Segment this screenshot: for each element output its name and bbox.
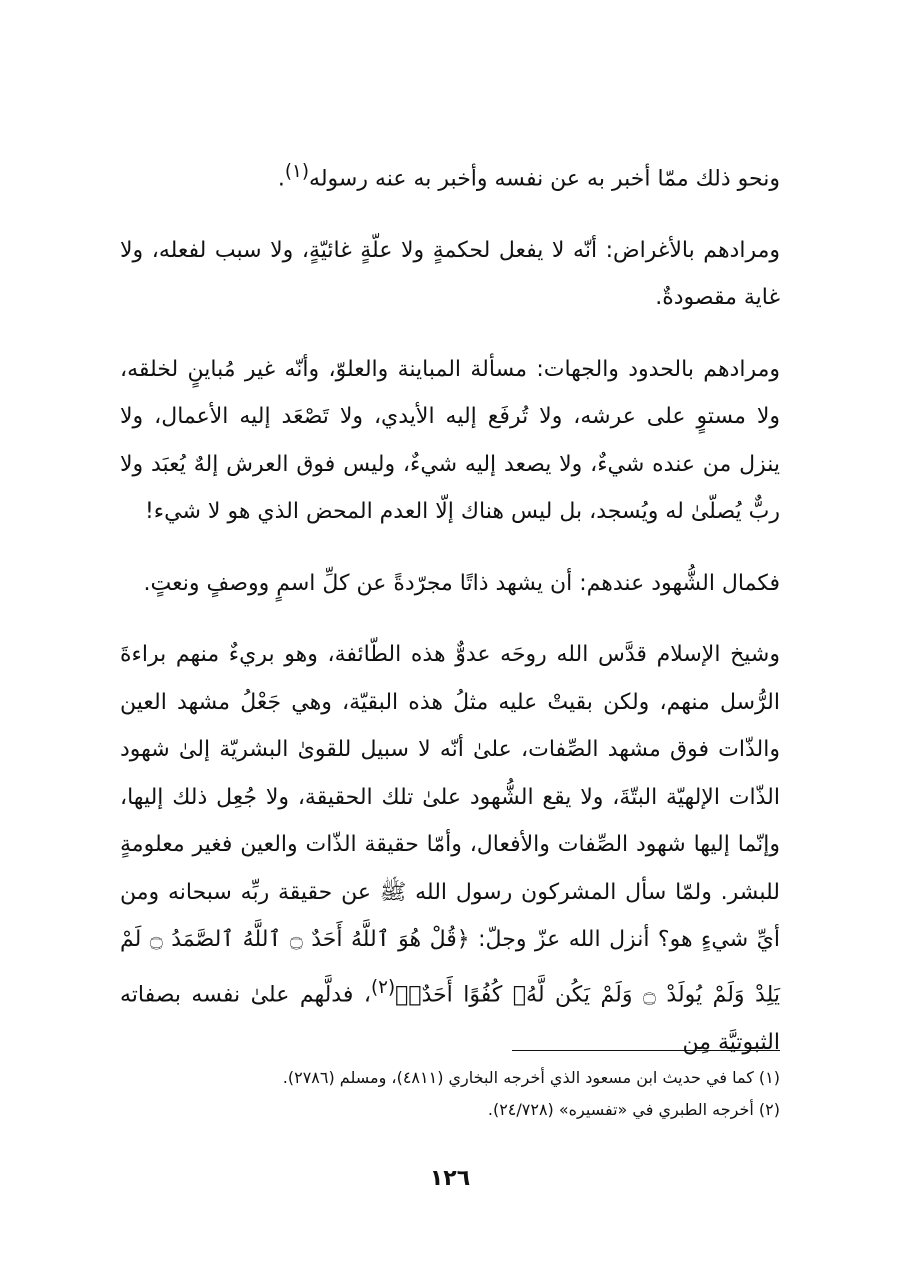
footnote-1 <box>120 1062 780 1094</box>
footnote-ref-1: (١) <box>284 161 310 182</box>
paragraph-text: ونحو ذلك ممّا أخبر به عن نفسه وأخبر به عنه رسوله <box>309 166 780 192</box>
paragraph-4 <box>120 560 780 608</box>
paragraph-tail: . <box>277 166 285 192</box>
paragraph-text: فكمال الشُّهود عندهم: أن يشهد ذاتًا مجرّدةً عن كلِّ اسمٍ ووصفٍ ونعتٍ. <box>143 570 780 596</box>
footnote-text: أخرجه الطبري في «تفسيره» (٢٤/٧٢٨). <box>487 1100 754 1119</box>
quran-verse: ﴿قُلْ هُوَ ٱللَّهُ أَحَدٌ ۝ ٱللَّهُ ٱلصَّمَدُ ۝ لَمْ يَلِدْ وَلَمْ يُولَدْ ۝ وَلَمْ يَكُن لَّهُۥ كُفُوًا أَحَدٌۢ﴾ <box>120 927 780 1008</box>
footnote-number: (٢) <box>758 1100 780 1119</box>
paragraph-5 <box>120 631 780 1066</box>
footnote-text: كما في حديث ابن مسعود الذي أخرجه البخاري (٤٨١١)، ومسلم (٢٧٨٦). <box>282 1068 754 1087</box>
paragraph-2 <box>120 227 780 322</box>
paragraph-text: وشيخ الإسلام قدَّس الله روحَه عدوٌّ هذه الطّائفة، وهو بريءٌ منهم براءةَ الرُّسل منهم، ولكن بقيتْ عليه مثلُ هذه البقيّة، وهي جَعْلُ مشهد العين والذّات فوق مشهد الصِّفات، علىٰ أنّه لا سبيل للقوىٰ البشريّة إلىٰ شهود الذّات الإلهيّة البتّةَ، ولا يقع الشُّهود علىٰ تلك الحقيقة، ولا جُعِل ذلك إليها، وإنّما إليها شهود الصِّفات والأفعال، وأمّا حقيقة الذّات والعين فغير معلومةٍ للبشر. ولمّا سأل المشركون رسول الله ﷺ عن حقيقة ربِّه سبحانه ومن أيِّ شيءٍ هو؟ أنزل الله عزّ وجلّ: <box>120 642 780 953</box>
footnotes <box>120 1062 780 1126</box>
footnote-2 <box>120 1094 780 1126</box>
footnote-ref-2: (٢) <box>370 976 396 998</box>
footnote-divider <box>512 1050 780 1051</box>
paragraph-tail: ، فدلَّهم علىٰ نفسه بصفاته الثبوتيَّة مِن <box>120 982 780 1055</box>
page-number: ١٢٦ <box>429 1166 471 1191</box>
paragraph-text: ومرادهم بالحدود والجهات: مسألة المباينة والعلوّ، وأنّه غير مُباينٍ لخلقه، ولا مستوٍ على عرشه، ولا تُرفَع إليه الأيدي، ولا تَصْعَد إليه الأعمال، ولا ينزل من عنده شيءٌ، ولا يصعد إليه شيءٌ، وليس فوق العرش إلهٌ يُعبَد ولا ربٌّ يُصلّىٰ له ويُسجد، بل ليس هناك إلّا العدم المحض الذي هو لا شيء! <box>120 356 780 525</box>
paragraph-3 <box>120 346 780 536</box>
footnote-number: (١) <box>758 1068 780 1087</box>
paragraph-text: ومرادهم بالأغراض: أنّه لا يفعل لحكمةٍ ولا علّةٍ غائيّةٍ، ولا سبب لفعله، ولا غاية مقصودةٌ. <box>120 237 780 311</box>
main-text <box>120 148 780 1090</box>
paragraph-1 <box>120 148 780 203</box>
